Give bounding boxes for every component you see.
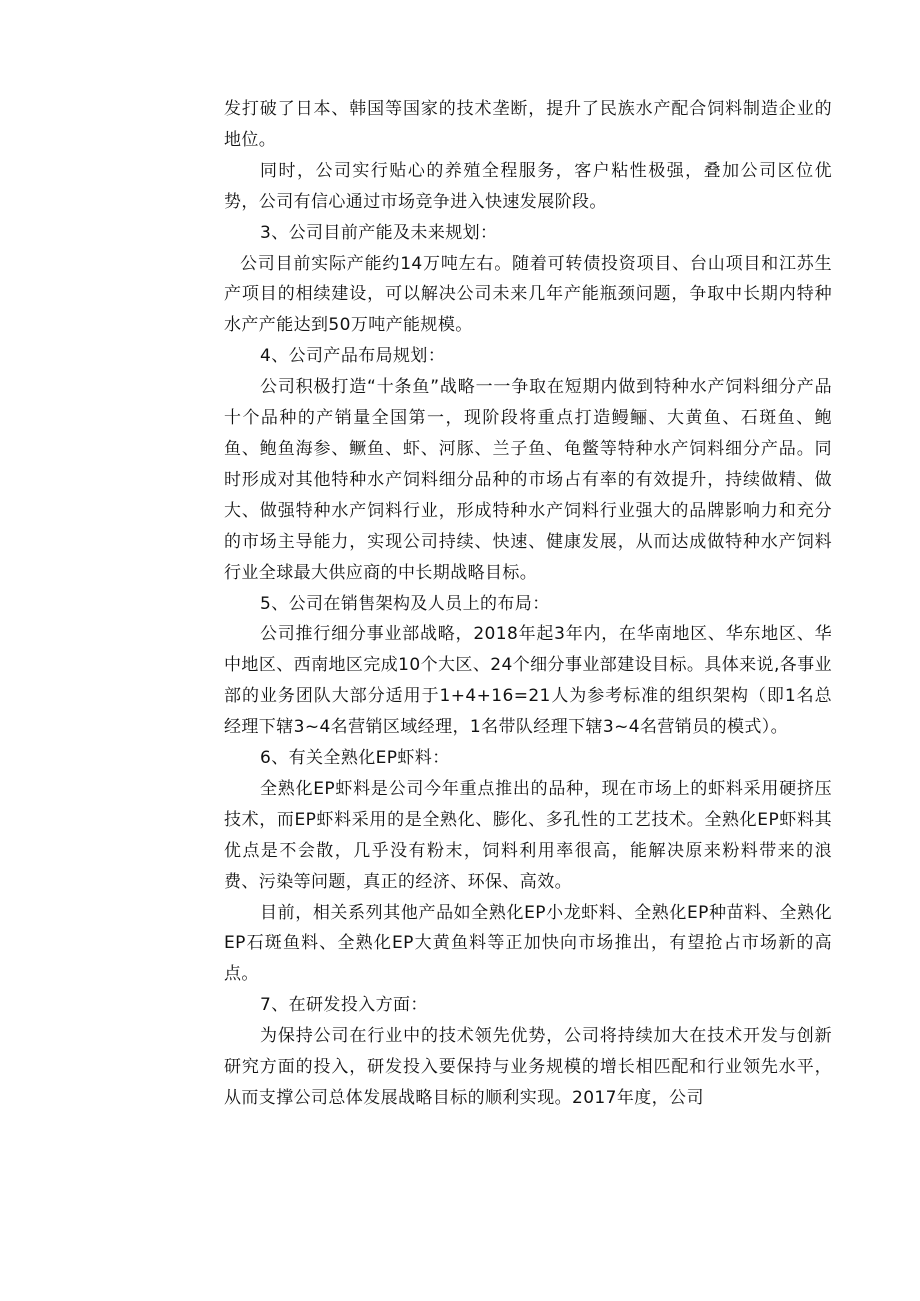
paragraph-sales-structure: 公司推行细分事业部战略，2018年起3年内，在华南地区、华东地区、华中地区、西南地区完成10个大区、24个细分事业部建设目标。具体来说,各事业部的业务团队大部分适用于1+4+16=21人为参考标准的组织架构（即1名总经理下辖3~4名营销区域经理，1名带队经理下辖3~4名营销员的模式）。 <box>224 624 832 738</box>
document-body <box>224 94 832 1114</box>
paragraph-2: 同时，公司实行贴心的养殖全程服务，客户粘性极强，叠加公司区位优势，公司有信心通过市场竞争进入快速发展阶段。 <box>224 160 832 212</box>
paragraph-rd-investment: 为保持公司在行业中的技术领先优势，公司将持续加大在技术开发与创新研究方面的投入，研发投入要保持与业务规模的增长相匹配和行业领先水平，从而支撑公司总体发展战略目标的顺利实现。2017年度，公司 <box>224 1026 832 1108</box>
section-heading-6: 6、有关全熟化EP虾料： <box>260 748 450 769</box>
paragraph-capacity: 公司目前实际产能约14万吨左右。随着可转债投资项目、台山项目和江苏生产项目的相续建设，可以解决公司未来几年产能瓶颈问题，争取中长期内特种水产产能达到50万吨产能规模。 <box>224 253 832 336</box>
paragraph-1: 发打破了日本、韩国等国家的技术垄断，提升了民族水产配合饲料制造企业的地位。 <box>224 99 832 150</box>
section-heading-3: 3、公司目前产能及未来规划： <box>260 222 498 243</box>
section-heading-4: 4、公司产品布局规划： <box>260 346 446 367</box>
paragraph-product-layout: 公司积极打造“十条鱼”战略一一争取在短期内做到特种水产饲料细分产品十个品种的产销量全国第一，现阶段将重点打造鳗鲡、大黄鱼、石斑鱼、鲍鱼、鲍鱼海参、鳜鱼、虾、河豚、兰子鱼、龟鳖等特种水产饲料细分产品。同时形成对其他特种水产饲料细分品种的市场占有率的有效提升，持续做精、做大、做强特种水产饲料行业，形成特种水产饲料行业强大的品牌影响力和充分的市场主导能力，实现公司持续、快速、健康发展，从而达成做特种水产饲料行业全球最大供应商的中长期战略目标。 <box>224 377 832 583</box>
section-heading-7: 7、在研发投入方面： <box>260 995 428 1016</box>
paragraph-ep-shrimp-feed: 全熟化EP虾料是公司今年重点推出的品种，现在市场上的虾料采用硬挤压技术，而EP虾料采用的是全熟化、膨化、多孔性的工艺技术。全熟化EP虾料其优点是不会散，几乎没有粉末，饲料利用率很高，能解决原来粉料带来的浪费、污染等问题，真正的经济、环保、高效。 <box>224 778 832 892</box>
section-heading-5: 5、公司在销售架构及人员上的布局： <box>260 593 550 614</box>
paragraph-related-products: 目前，相关系列其他产品如全熟化EP小龙虾料、全熟化EP种苗料、全熟化EP石斑鱼料、全熟化EP大黄鱼料等正加快向市场推出，有望抢占市场新的高点。 <box>224 902 832 985</box>
